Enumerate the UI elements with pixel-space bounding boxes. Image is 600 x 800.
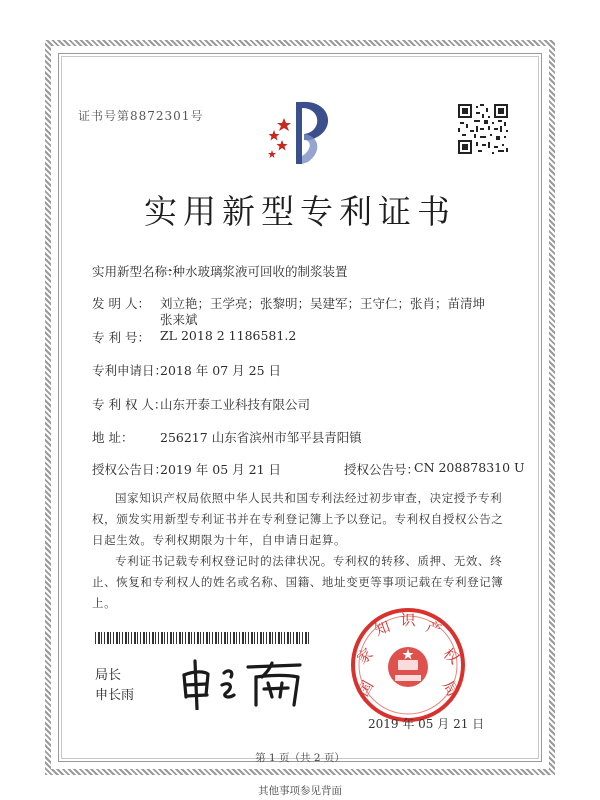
certificate-number: 证书号第8872301号 <box>78 109 204 123</box>
field-value: CN 208878310 U <box>414 460 525 475</box>
qr-code-icon <box>458 104 508 154</box>
field-value: ZL 2018 2 1186581.2 <box>160 328 297 343</box>
field-label: 专利申请日： <box>92 363 168 378</box>
svg-text:知: 知 <box>372 617 393 640</box>
svg-text:局: 局 <box>438 677 462 700</box>
field-label: 实用新型名称： <box>92 264 180 279</box>
field-label: 地 址： <box>92 430 134 445</box>
legal-status-paragraph: 专利证书记载专利权登记时的法律状况。专利权的转移、质押、无效、终止、恢复和专利权人的姓名或名称、国籍、地址变更等事项记载在专利登记簿上。 <box>92 554 504 610</box>
svg-text:国: 国 <box>354 677 378 700</box>
svg-text:家: 家 <box>353 644 377 668</box>
svg-text:权: 权 <box>439 644 463 668</box>
grant-statement-paragraph: 国家知识产权局依照中华人民共和国专利法经过初步审查，决定授予专利权，颁发实用新型专利证书并在专利登记簿上予以登记。专利权自授权公告之日起生效。专利权期限为十年，自申请日起算。 <box>92 491 504 547</box>
field-value: 一种水玻璃浆液可回收的制浆装置 <box>160 264 348 279</box>
field-label: 发 明 人： <box>92 296 150 311</box>
document-title: 实用新型专利证书 <box>144 192 456 231</box>
field-label: 授权公告日： <box>92 462 168 477</box>
field-value: 2019 年 05 月 21 日 <box>160 462 281 477</box>
barcode-icon <box>95 632 310 644</box>
field-label: 专 利 权 人： <box>92 397 167 412</box>
field-value-line2: 张来斌 <box>160 312 198 327</box>
svg-text:识: 识 <box>400 611 416 629</box>
grant-row <box>92 460 525 478</box>
field-value: 山东开泰工业科技有限公司 <box>160 397 311 412</box>
field-value: 2018 年 07 月 25 日 <box>160 363 281 378</box>
field-value: 256217 山东省滨州市邹平县青阳镇 <box>160 430 362 445</box>
svg-text:产: 产 <box>423 617 444 640</box>
official-seal-icon <box>348 605 468 725</box>
seal-text: 国家知识产权局 <box>348 605 355 606</box>
field-value: 刘立艳；王学亮；张黎明；吴建军；王守仁；张肖；苗清坤 <box>160 296 486 311</box>
footer-note: 其他事项参见背面 <box>258 785 342 797</box>
signatory-title: 局长 <box>95 668 122 683</box>
page-number: 第 1 页（共 2 页） <box>255 752 345 764</box>
cnipa-logo-icon <box>262 92 342 172</box>
seal-date: 2019 年 05 月 21 日 <box>368 717 485 731</box>
field-label: 专 利 号： <box>92 330 150 345</box>
handwritten-signature-icon <box>176 655 311 710</box>
signatory-name: 申长雨 <box>95 688 135 703</box>
field-label: 授权公告号： <box>344 462 420 477</box>
